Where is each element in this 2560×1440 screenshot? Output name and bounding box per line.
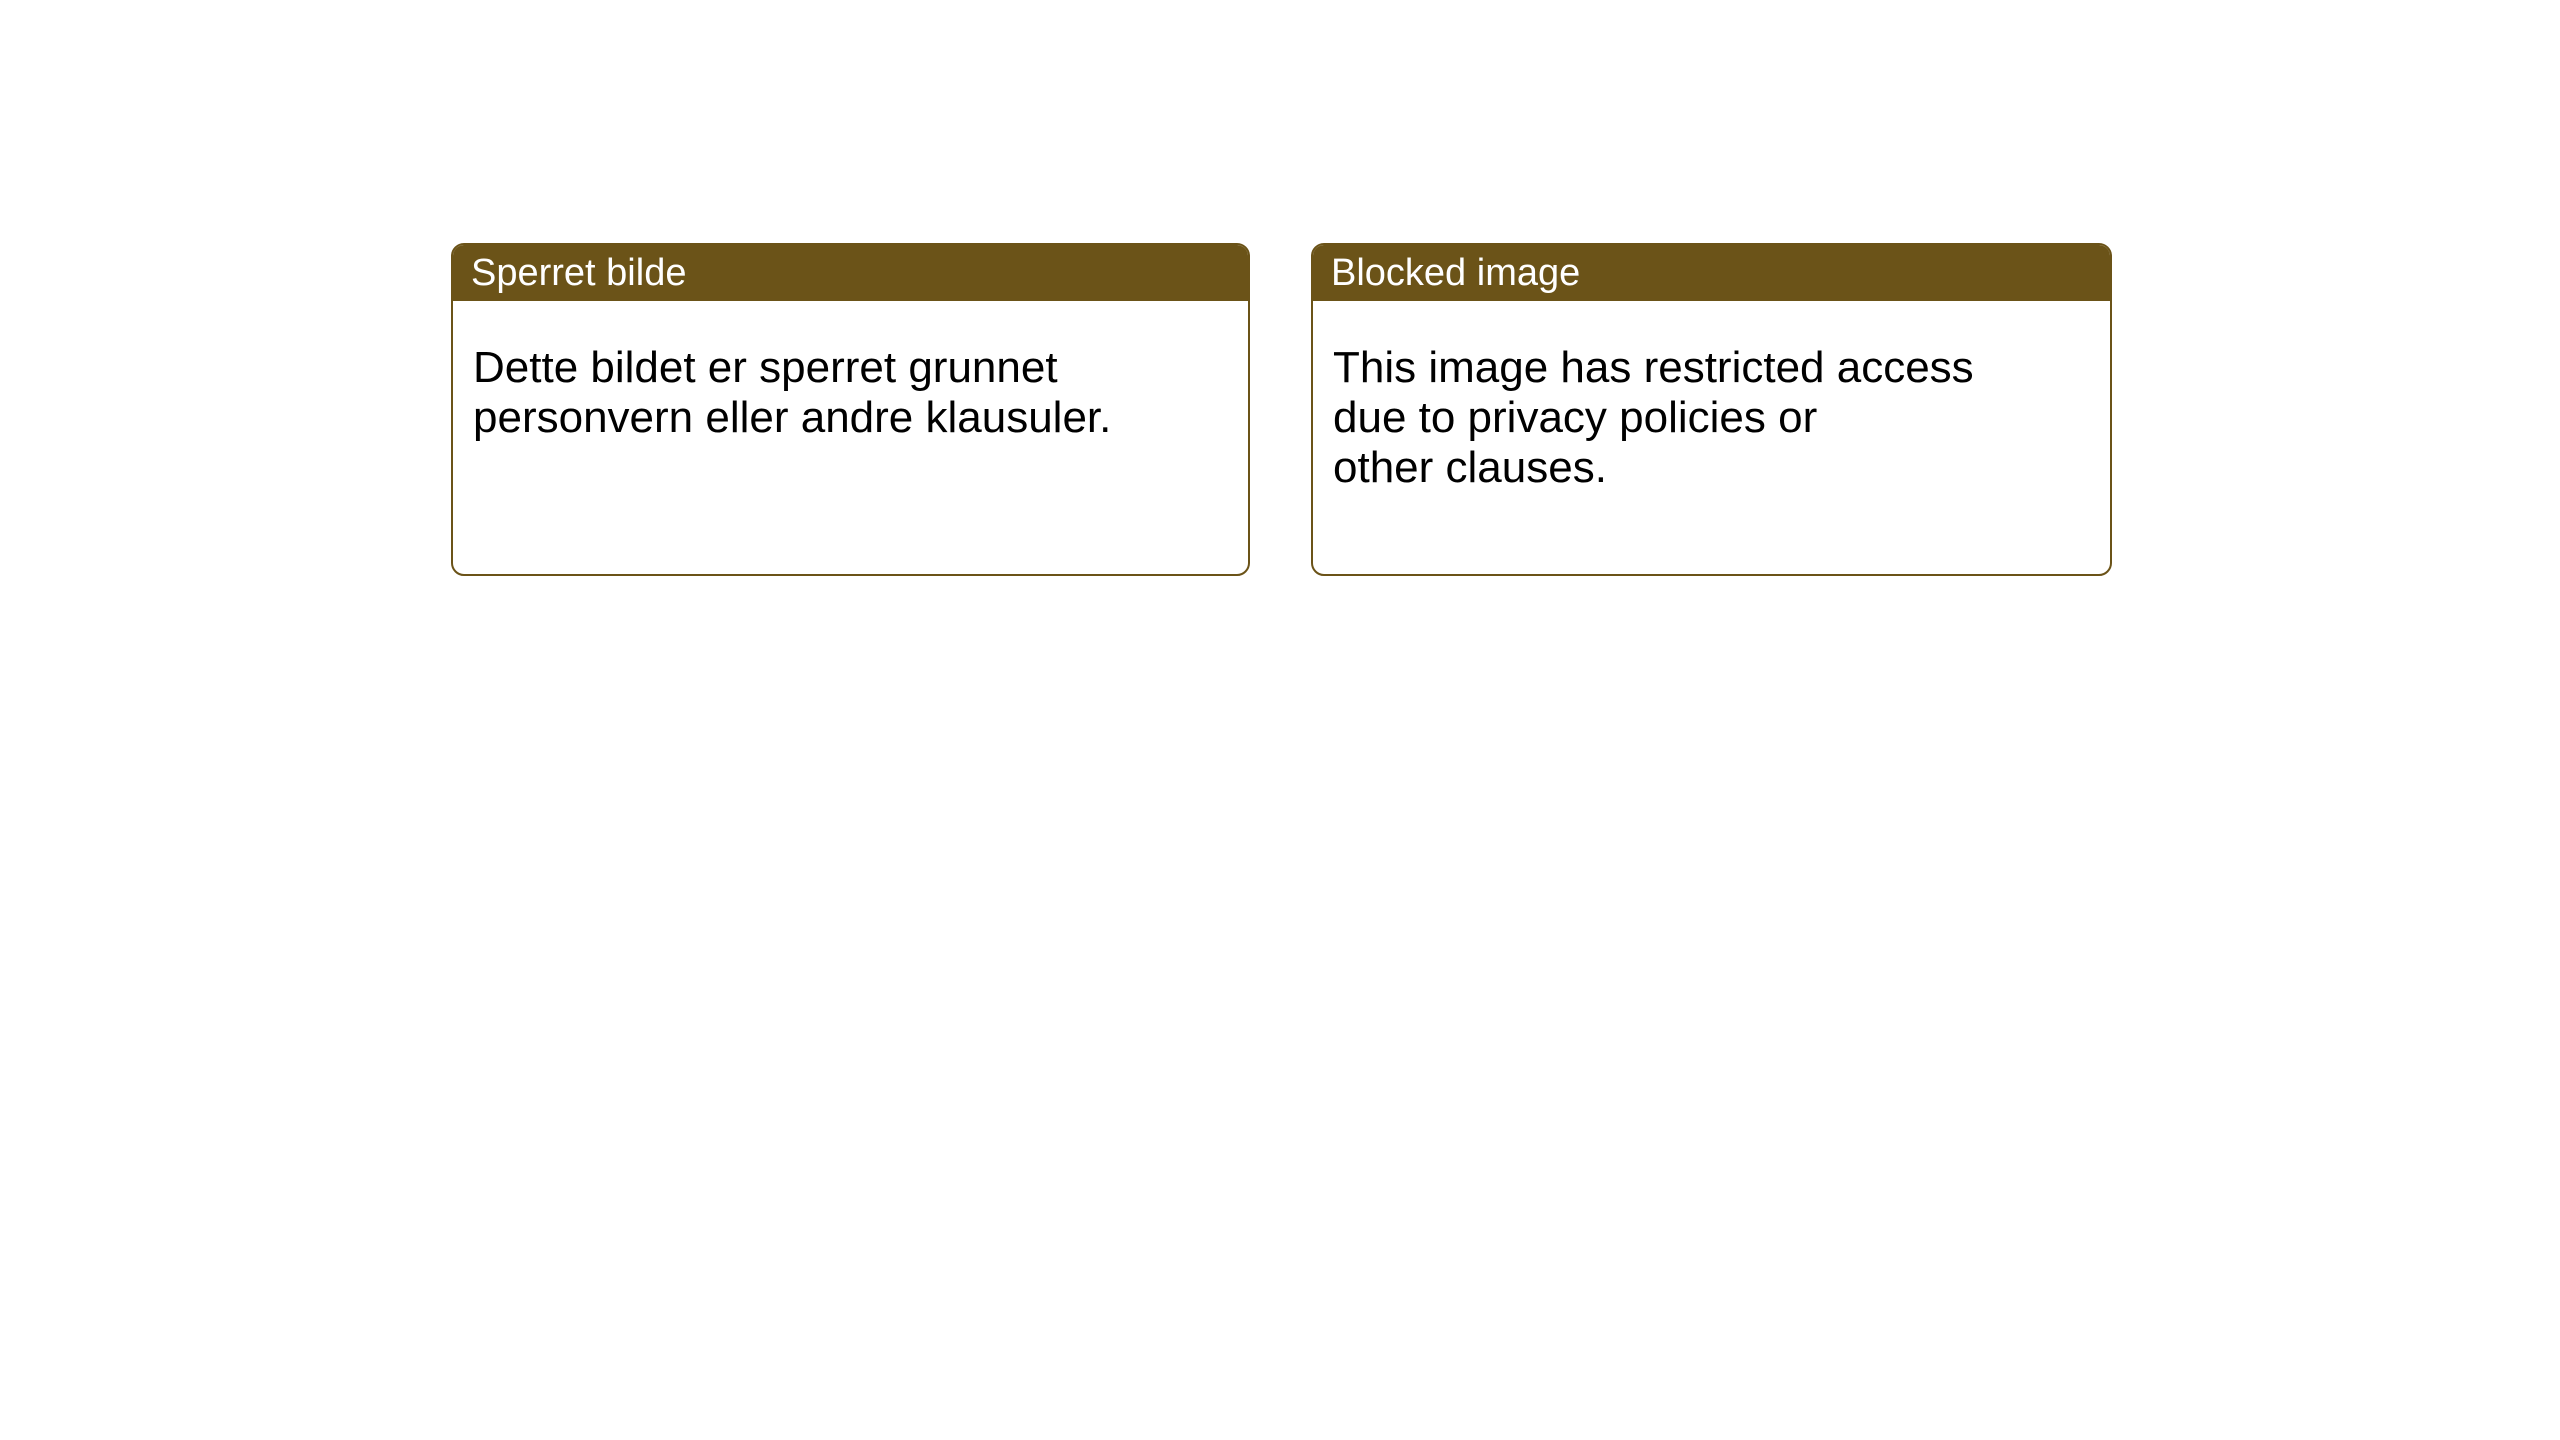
card-title: Blocked image [1331,252,1581,294]
body-text-line: personvern eller andre klausuler. [473,393,1112,442]
card-title: Sperret bilde [471,252,687,294]
card-header [453,245,1248,301]
body-text-line: other clauses. [1333,443,1607,492]
body-text-line: due to privacy policies or [1333,393,1818,442]
body-text-line: Dette bildet er sperret grunnet [473,343,1058,392]
card-header [1313,245,2110,301]
card-body [453,301,1248,443]
blocked-image-card-norwegian [451,243,1250,576]
blocked-image-card-english [1311,243,2112,576]
body-text-line: This image has restricted access [1333,343,1974,392]
card-body [1313,301,2110,493]
